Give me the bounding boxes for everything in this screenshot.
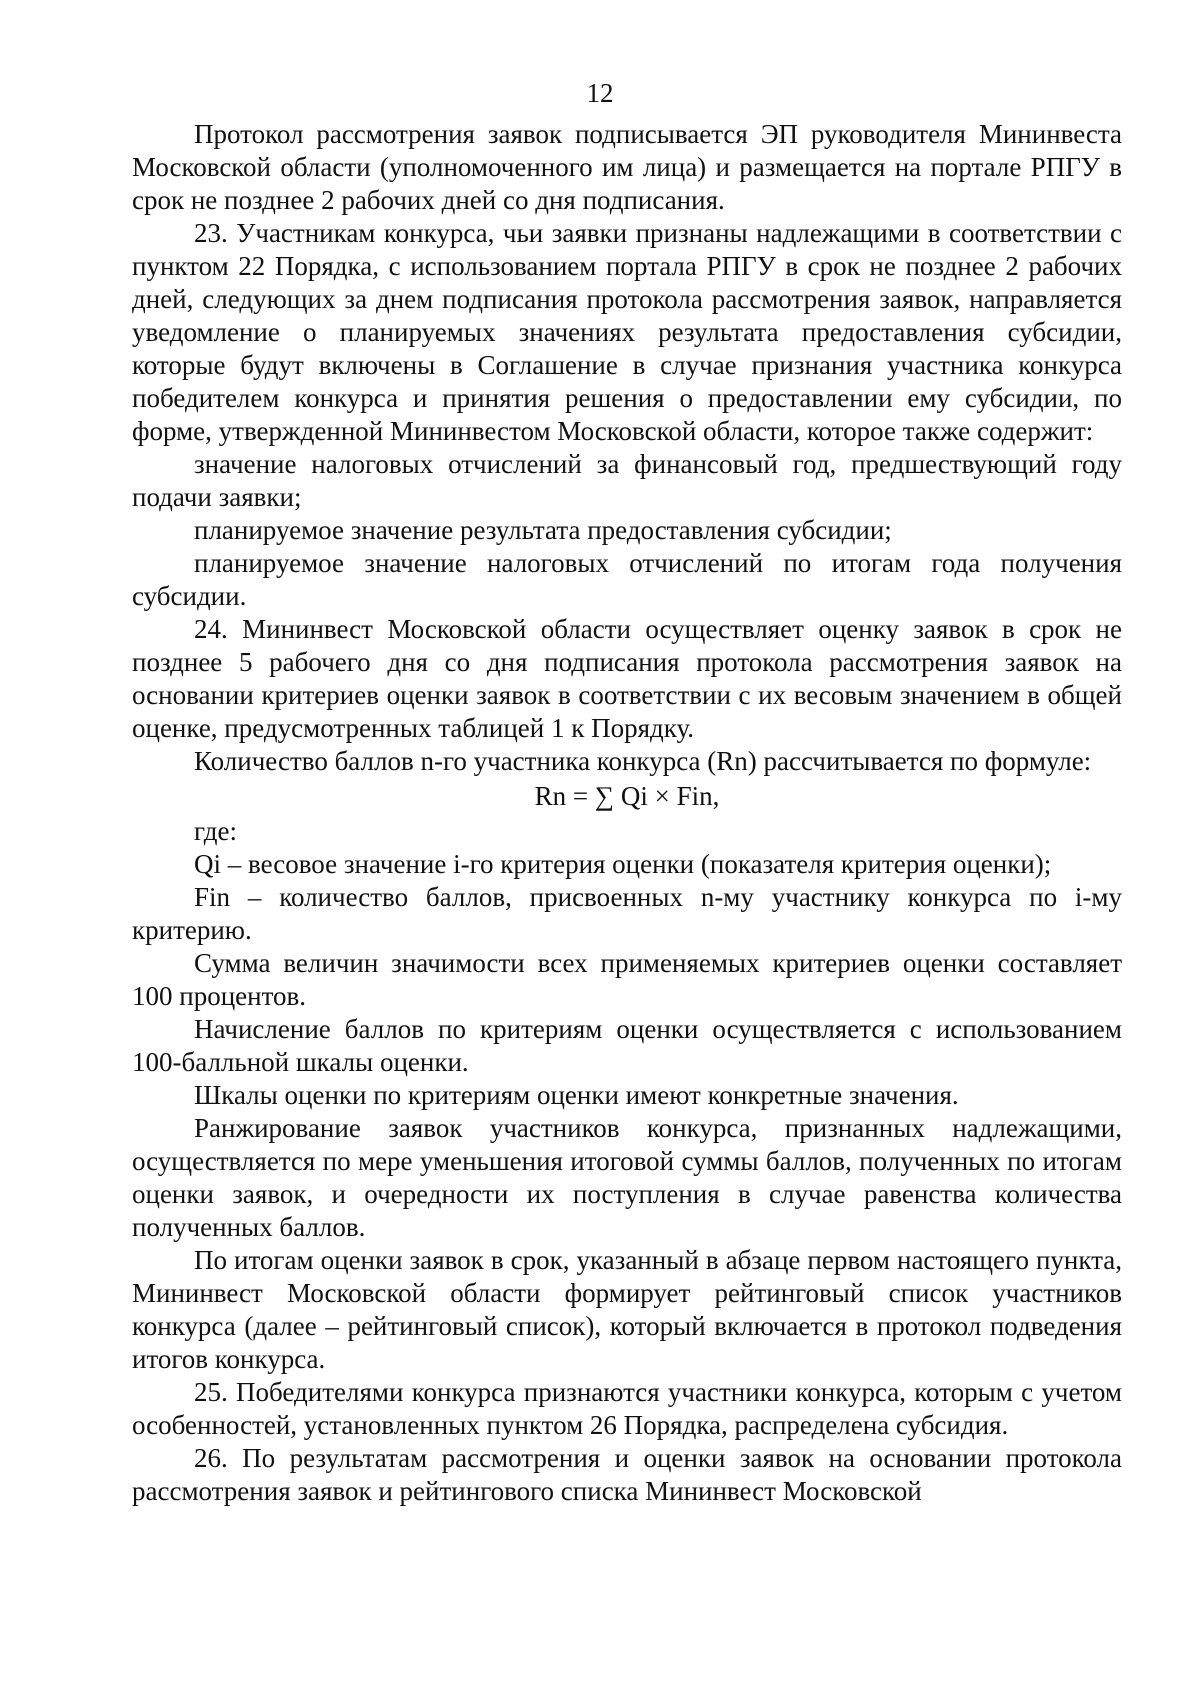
paragraph-item-23: 23. Участникам конкурса, чьи заявки признаны надлежащими в соответствии с пунктом 22 Порядка, с использованием портала РПГУ в срок не позднее 2 рабочих дней, следующих за днем подписания протокола рассмотрения заявок, направляется уведомление о планируемых значениях результата предоставления субсидии, которые будут включены в Соглашение в случае признания участника конкурса победителем конкурса и принятия решения о предоставлении ему субсидии, по форме, утвержденной Мининвестом Московской области, которое также содержит: xyxy=(132,218,1122,446)
paragraph-rating-list: По итогам оценки заявок в срок, указанный в абзаце первом настоящего пункта, Мининвест Московской области формирует рейтинговый список участников конкурса (далее – рейтинговый список), который включается в протокол подведения итогов конкурса. xyxy=(132,1245,1122,1374)
page-number: 12 xyxy=(586,78,614,108)
paragraph-tax-previous-year: значение налоговых отчислений за финансовый год, предшествующий году подачи заявки; xyxy=(132,449,1122,512)
paragraph-protocol-signing: Протокол рассмотрения заявок подписывается ЭП руководителя Мининвеста Московской области (уполномоченного им лица) и размещается на портале РПГУ в срок не позднее 2 рабочих дней со дня подписания. xyxy=(132,119,1122,215)
paragraph-score-intro: Количество баллов n-го участника конкурса (Rn) рассчитывается по формуле: xyxy=(194,746,1092,776)
document-body xyxy=(132,118,1122,1508)
paragraph-ranking: Ранжирование заявок участников конкурса, признанных надлежащими, осуществляется по мере уменьшения итоговой суммы баллов, полученных по итогам оценки заявок, и очередности их поступления в случае равенства количества полученных баллов. xyxy=(132,1113,1122,1242)
paragraph-planned-result: планируемое значение результата предоставления субсидии; xyxy=(194,515,892,545)
formula: Rn = ∑ Qi × Fin, xyxy=(534,781,720,811)
paragraph-qi-definition: Qi – весовое значение i-го критерия оценки (показателя критерия оценки); xyxy=(194,849,1052,879)
where-label: где: xyxy=(194,816,237,846)
paragraph-scale-values: Шкалы оценки по критериям оценки имеют конкретные значения. xyxy=(194,1080,959,1110)
paragraph-fin-definition: Fin – количество баллов, присвоенных n-му участнику конкурса по i-му критерию. xyxy=(132,882,1122,945)
paragraph-item-24: 24. Мининвест Московской области осуществляет оценку заявок в срок не позднее 5 рабочего дня со дня подписания протокола рассмотрения заявок на основании критериев оценки заявок в соответствии с их весовым значением в общей оценке, предусмотренных таблицей 1 к Порядку. xyxy=(132,614,1122,743)
paragraph-item-26: 26. По результатам рассмотрения и оценки заявок на основании протокола рассмотрения заявок и рейтингового списка Мининвест Московской xyxy=(132,1443,1122,1506)
paragraph-item-25: 25. Победителями конкурса признаются участники конкурса, которым с учетом особенностей, установленных пунктом 26 Порядка, распределена субсидия. xyxy=(132,1377,1122,1440)
paragraph-weights-sum: Сумма величин значимости всех применяемых критериев оценки составляет 100 процентов. xyxy=(132,948,1122,1011)
paragraph-scoring-scale: Начисление баллов по критериям оценки осуществляется с использованием 100-балльной шкалы оценки. xyxy=(132,1014,1122,1077)
paragraph-planned-tax: планируемое значение налоговых отчислений по итогам года получения субсидии. xyxy=(132,548,1122,611)
